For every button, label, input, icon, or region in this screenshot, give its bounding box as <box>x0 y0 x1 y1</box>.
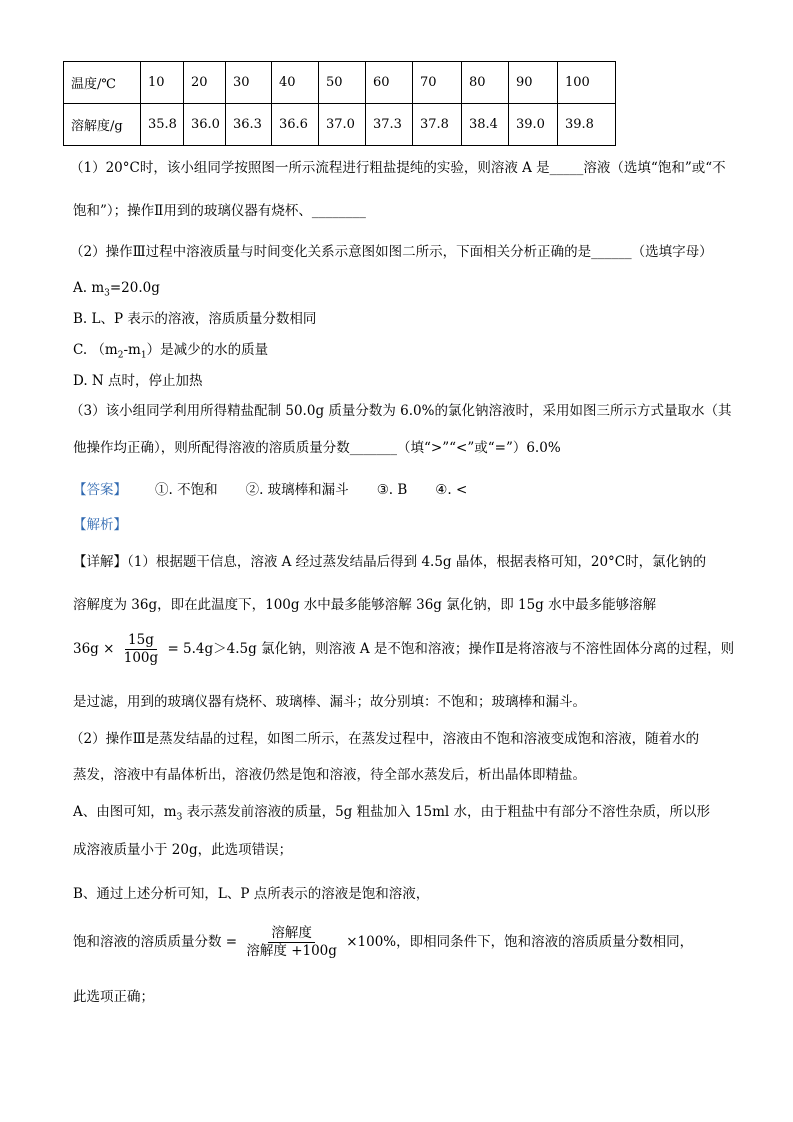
table-cell: 70 <box>413 62 462 104</box>
answer-2: ②. 玻璃棒和漏斗 <box>245 482 349 498</box>
table-cell: 30 <box>226 62 272 104</box>
table-cell: 40 <box>272 62 319 104</box>
option-d: D. N 点时，停止加热 <box>73 373 203 389</box>
answer-4: ④. < <box>435 482 468 498</box>
option-a: A. $m_3=20.0g$ <box>73 280 160 299</box>
table-cell: 80 <box>462 62 509 104</box>
detail-line-4: 是过滤，用到的玻璃仪器有烧杯、玻璃棒、漏斗；故分别填：不饱和；玻璃棒和漏斗。 <box>73 694 586 710</box>
table-cell: 36.6 <box>272 104 319 146</box>
detail-line-1: 【详解】（1）根据题干信息，溶液 A 经过蒸发结晶后得到 4.5g 晶体，根据表格可知，20°C时，氯化钠的 <box>73 554 707 570</box>
answer-label: 【答案】 <box>73 482 127 498</box>
detail-label: 【详解】 <box>73 554 127 570</box>
table-cell: 10 <box>141 62 184 104</box>
table-cell: 20 <box>184 62 226 104</box>
temperature-row <box>64 62 616 104</box>
table-cell: 37.8 <box>413 104 462 146</box>
option-b: B. L、P 表示的溶液，溶质质量分数相同 <box>73 311 317 327</box>
table-cell: 100 <box>558 62 616 104</box>
table-cell: 35.8 <box>141 104 184 146</box>
table-cell: 90 <box>509 62 558 104</box>
table-cell: 38.4 <box>462 104 509 146</box>
analysis-label: 【解析】 <box>73 517 127 533</box>
solubility-row <box>64 104 616 146</box>
table-cell: 39.8 <box>558 104 616 146</box>
detail-line-6: 蒸发，溶液中有晶体析出，溶液仍然是饱和溶液，待全部水蒸发后，析出晶体即精盐。 <box>73 767 586 783</box>
solubility-header: 溶解度/g <box>64 104 141 146</box>
detail-line-2: 溶解度为 36g，即在此温度下，100g 水中最多能够溶解 36g 氯化钠，即 15g 水中最多能够溶解 <box>73 597 657 613</box>
detail-line-8: 成溶液质量小于 20g，此选项错误； <box>73 842 293 858</box>
answer-3: ③. B <box>376 482 408 498</box>
detail-formula-line-2: 饱和溶液的溶质质量分数 = $\frac{\text{溶解度}}{\text{溶解度 +100g}}$ ×100%，即相同条件下，饱和溶液的溶质质量分数相同， <box>73 925 694 959</box>
temperature-header: 温度/℃ <box>64 62 141 104</box>
question-2-line-1: （2）操作Ⅲ过程中溶液质量与时间变化关系示意图如图二所示，下面相关分析正确的是______（选填字母） <box>70 244 713 260</box>
answer-line <box>73 480 467 500</box>
table-cell: 39.0 <box>509 104 558 146</box>
detail-line-5: （2）操作Ⅲ是蒸发结晶的过程，如图二所示，在蒸发过程中，溶液由不饱和溶液变成饱和溶液，随着水的 <box>70 731 700 747</box>
option-c: C. $(m_2-m_1)$是减少的水的质量 <box>73 342 269 361</box>
table-cell: 37.3 <box>366 104 413 146</box>
question-3-line-1: （3）该小组同学利用所得精盐配制 50.0g 质量分数为 6.0%的氯化钠溶液时，采用如图三所示方式量取水（其 <box>70 403 732 419</box>
question-3-line-2: 他操作均正确），则所配得溶液的溶质质量分数_______（填“>”“<”或“=”）6.0% <box>73 440 561 456</box>
question-1-line-1: （1）20°C时，该小组同学按照图一所示流程进行粗盐提纯的实验，则溶液 A 是_____溶液（选填“饱和”或“不 <box>70 160 726 176</box>
fraction: $\frac{\text{溶解度}}{\text{溶解度 +100g}}$ <box>246 925 337 959</box>
fraction: $\frac{15g}{100g}$ <box>123 632 159 666</box>
answer-1: ①. 不饱和 <box>155 482 218 498</box>
table-cell: 37.0 <box>319 104 366 146</box>
question-1-line-2: 饱和”）；操作Ⅱ用到的玻璃仪器有烧杯、________ <box>73 203 366 219</box>
table-cell: 50 <box>319 62 366 104</box>
table-cell: 60 <box>366 62 413 104</box>
table-cell: 36.0 <box>184 104 226 146</box>
solubility-table <box>63 61 616 146</box>
detail-line-11: 此选项正确； <box>73 989 154 1005</box>
detail-line-9: B、通过上述分析可知，L、P 点所表示的溶液是饱和溶液， <box>73 886 430 902</box>
table-cell: 36.3 <box>226 104 272 146</box>
detail-line-7: A、由图可知，$m_3$ 表示蒸发前溶液的质量，5g 粗盐加入 15ml 水，由于粗盐中有部分不溶性杂质，所以形 <box>73 804 710 823</box>
detail-formula-line: 36g × $\frac{15g}{100g}$ = 5.4g＞4.5g 氯化钠，则溶液 A 是不饱和溶液；操作Ⅱ是将溶液与不溶性固体分离的过程，则 <box>73 632 735 666</box>
